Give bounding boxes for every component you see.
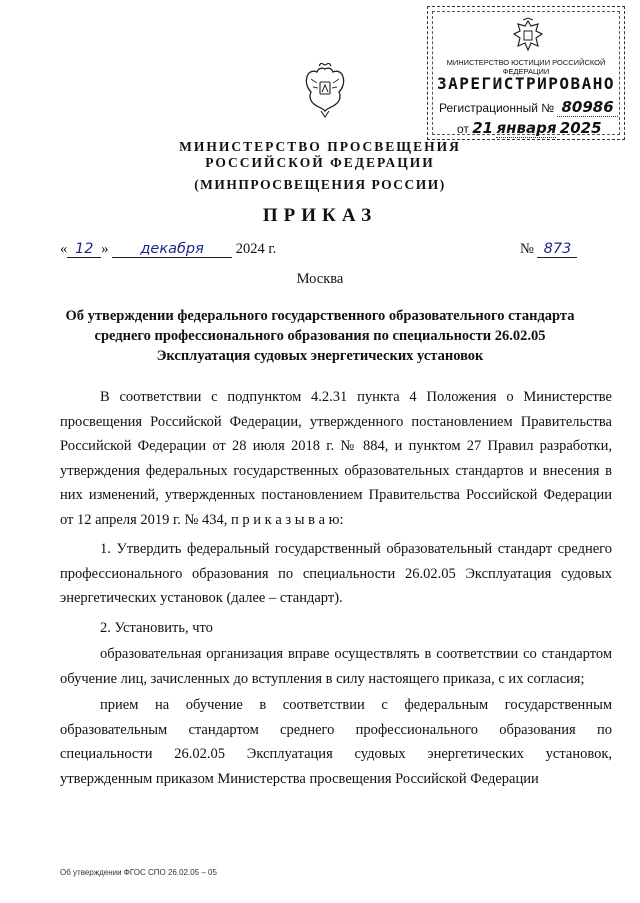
paragraph-item-2: 2. Установить, что xyxy=(100,619,213,636)
page-footer: Об утверждении ФГОС СПО 26.02.05 – 05 xyxy=(60,868,217,877)
date-year: 2024 г. xyxy=(235,241,277,257)
paragraph-item-2-a: образовательная организация вправе осуществлять в соответствии со стандартом обучение лиц, зачисленных до вступления в силу настоящего приказа, с их согласия; xyxy=(60,646,612,687)
document-body xyxy=(60,385,612,791)
stamp-reg-label: Регистрационный № xyxy=(439,101,555,115)
stamp-inner-border xyxy=(432,11,620,135)
number-label: № xyxy=(520,241,534,257)
paragraph-item-2-b: прием на обучение в соответствии с федеральным государственным образовательным стандартом среднего профессионального образования по специальности 26.02.05 Эксплуатация судовых энергетических установок, утвержденным приказом Министерства просвещения Российской Федерации xyxy=(60,697,612,787)
stamp-date-year: 2025 xyxy=(559,119,602,137)
city: Москва xyxy=(296,271,344,287)
number-value: 873 xyxy=(537,241,577,258)
date-open-quote: « xyxy=(60,241,68,257)
order-date xyxy=(60,241,276,258)
document-type: ПРИКАЗ xyxy=(262,205,378,226)
ministry-name-line1: МИНИСТЕРСТВО ПРОСВЕЩЕНИЯ xyxy=(179,139,461,154)
stamp-registered: ЗАРЕГИСТРИРОВАНО xyxy=(436,74,616,93)
stamp-date-day: 21 xyxy=(472,119,494,137)
order-number xyxy=(520,241,577,258)
document-title: Об утверждении федерального государственного образовательного стандарта среднего профессионального образования по специальности 26.02.05 Эксплуатация судовых энергетических установок xyxy=(65,308,575,364)
ministry-name-line2: РОССИЙСКОЙ ФЕДЕРАЦИИ xyxy=(205,155,435,170)
stamp-date-prefix: от xyxy=(457,122,469,136)
paragraph-item-1: 1. Утвердить федеральный государственный образовательный стандарт среднего профессионального образования по специальности 26.02.05 Эксплуатация судовых энергетических установок (далее – стандарт). xyxy=(60,541,612,606)
date-close-quote: » xyxy=(101,241,109,257)
ministry-short-name: (МИНПРОСВЕЩЕНИЯ РОССИИ) xyxy=(194,177,446,192)
stamp-reg-line xyxy=(439,98,618,116)
date-month: декабря xyxy=(112,241,232,258)
paragraph-basis: В соответствии с подпунктом 4.2.31 пункта 4 Положения о Министерстве просвещения Российской Федерации, утвержденного постановлением Правительства Российской Федерации от 28 июля 2018 г. № 884, и пунктом 27 Правил разработки, утверждения федеральных государственных образовательных стандартов и внесения в них изменений, утвержденных постановлением Правительства Российской Федерации от 12 апреля 2019 г. № 434, п р и к а з ы в а ю: xyxy=(60,389,612,528)
stamp-ministry: МИНИСТЕРСТВО ЮСТИЦИИ РОССИЙСКОЙ ФЕДЕРАЦИИ xyxy=(446,58,606,76)
registration-stamp xyxy=(427,6,625,140)
stamp-date-month: января xyxy=(496,119,557,137)
stamp-emblem-icon xyxy=(511,17,545,55)
stamp-date-line xyxy=(457,119,602,137)
coat-of-arms-icon xyxy=(303,63,347,119)
date-day: 12 xyxy=(67,241,101,258)
stamp-reg-number: 80986 xyxy=(557,98,617,117)
